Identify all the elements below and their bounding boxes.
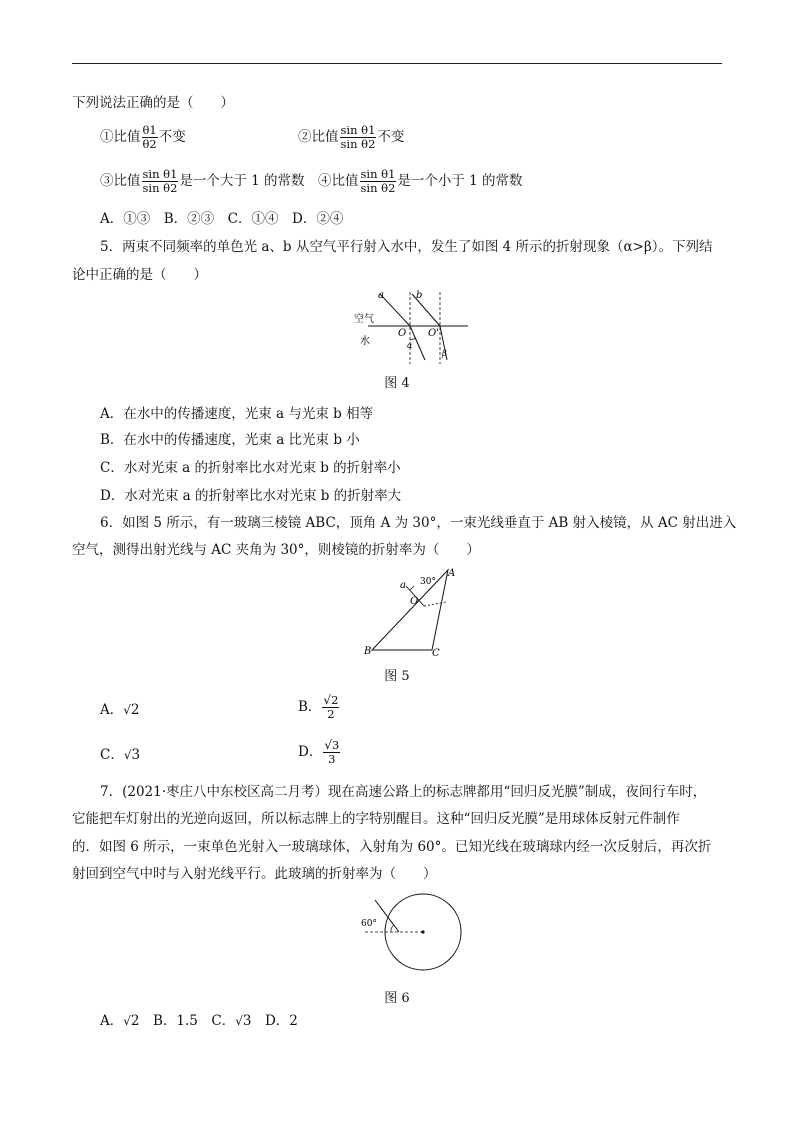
q6-text-line2: 空气，测得出射光线与 AC 夹角为 30°，则棱镜的折射率为（ ）: [72, 542, 480, 558]
q7-text-line3: 的．如图 6 所示，一束单色光射入一玻璃球体，入射角为 60°。已知光线在玻璃球内经一次反射后，再次折: [72, 839, 712, 855]
q5-text-line1: 5．两束不同频率的单色光 a、b 从空气平行射入水中，发生了如图 4 所示的折射现象（α>β）。下列结: [100, 239, 713, 255]
q7-text-line2: 它能把车灯射出的光逆向返回，所以标志牌上的字特别醒目。这种“回归反光膜”是用球体反射元件制作: [72, 811, 680, 827]
figure-4-refraction-diagram: [350, 288, 480, 368]
label-beta: β: [442, 349, 447, 358]
q6-option-d: D． $\frac{√3}{3}$: [298, 738, 340, 766]
intro-text: 下列说法正确的是（ ）: [72, 95, 234, 111]
q5-text-line2: 论中正确的是（ ）: [72, 267, 207, 283]
q7-text-line1: 7．(2021·枣庄八中东校区高二月考）现在高速公路上的标志牌都用“回归反光膜”制成，夜间行车时，: [100, 784, 707, 800]
sqrt-icon: √: [123, 748, 132, 762]
q6-option-c: C．√3: [100, 747, 141, 763]
sqrt-icon: √: [324, 738, 332, 752]
figure-5-caption: 图 5: [384, 669, 410, 684]
q5-option-d: D．水对光束 a 的折射率比水对光束 b 的折射率大: [100, 488, 402, 504]
fraction: $\frac{√2}{2}$: [323, 693, 339, 721]
fraction: $\frac{\theta 1}{\theta 2}$: [142, 123, 157, 151]
q4-options: A．①③ B．②③ C．①④ D．②④: [100, 211, 344, 227]
figure-5-prism-diagram: [360, 564, 460, 658]
label-O: O: [410, 596, 419, 607]
label-angle-30: 30°: [420, 577, 436, 587]
statement-2: ②比值 $\frac{\text{sin θ1}}{\text{sin θ2}}$ 不变: [298, 123, 405, 151]
label-air: 空气: [354, 314, 374, 325]
header-rule: [72, 63, 722, 64]
sqrt-icon: √: [123, 1014, 131, 1028]
label-a: a: [400, 580, 406, 591]
label-alpha: α: [407, 341, 413, 350]
sqrt-icon: √: [235, 1014, 243, 1028]
statement-4: ④比值 $\frac{\text{sin θ1}}{\text{sin θ2}}$ 是一个小于 1 的常数: [318, 167, 523, 195]
fraction: $\frac{\text{sin θ1}}{\text{sin θ2}}$: [142, 167, 178, 195]
q7-text-line4: 射回到空气中时与入射光线平行。此玻璃的折射率为（ ）: [72, 866, 437, 882]
label-b: b: [416, 290, 423, 301]
label-B: B: [364, 646, 372, 657]
q5-option-a: A．在水中的传播速度，光束 a 与光束 b 相等: [100, 406, 374, 422]
figure-6-caption: 图 6: [384, 991, 410, 1006]
q6-option-b: B． $\frac{√2}{2}$: [298, 693, 339, 721]
label-water: 水: [360, 336, 370, 347]
label-a: a: [378, 290, 384, 301]
label-O: O: [398, 328, 407, 339]
statement-1: ①比值 $\frac{\theta 1}{\theta 2}$ 不变: [100, 123, 186, 151]
q5-option-b: B．在水中的传播速度，光束 a 比光束 b 小: [100, 432, 360, 448]
fraction: $\frac{√3}{3}$: [324, 738, 340, 766]
figure-4-caption: 图 4: [384, 376, 410, 391]
sqrt-icon: √: [123, 703, 131, 717]
statement-3: ③比值 $\frac{\text{sin θ1}}{\text{sin θ2}}$ 是一个大于 1 的常数: [100, 167, 305, 195]
label-C: C: [432, 648, 440, 658]
figure-6-sphere-diagram: [355, 890, 470, 980]
label-O-prime: O': [428, 328, 439, 339]
label-angle-60: 60°: [361, 919, 377, 929]
q7-options: A．√2 B．1.5 C．√3 D．2: [100, 1013, 298, 1029]
fraction: $\frac{\text{sin θ1}}{\text{sin θ2}}$: [340, 123, 376, 151]
q5-option-c: C．水对光束 a 的折射率比水对光束 b 的折射率小: [100, 460, 401, 476]
fraction: $\frac{\text{sin θ1}}{\text{sin θ2}}$: [360, 167, 396, 195]
q6-text-line1: 6．如图 5 所示，有一玻璃三棱镜 ABC，顶角 A 为 30°，一束光线垂直于 AB 射入棱镜，从 AC 射出进入: [100, 515, 737, 531]
label-A: A: [448, 568, 456, 579]
sqrt-icon: √: [323, 693, 332, 707]
q6-option-a: A．√2: [100, 702, 140, 718]
